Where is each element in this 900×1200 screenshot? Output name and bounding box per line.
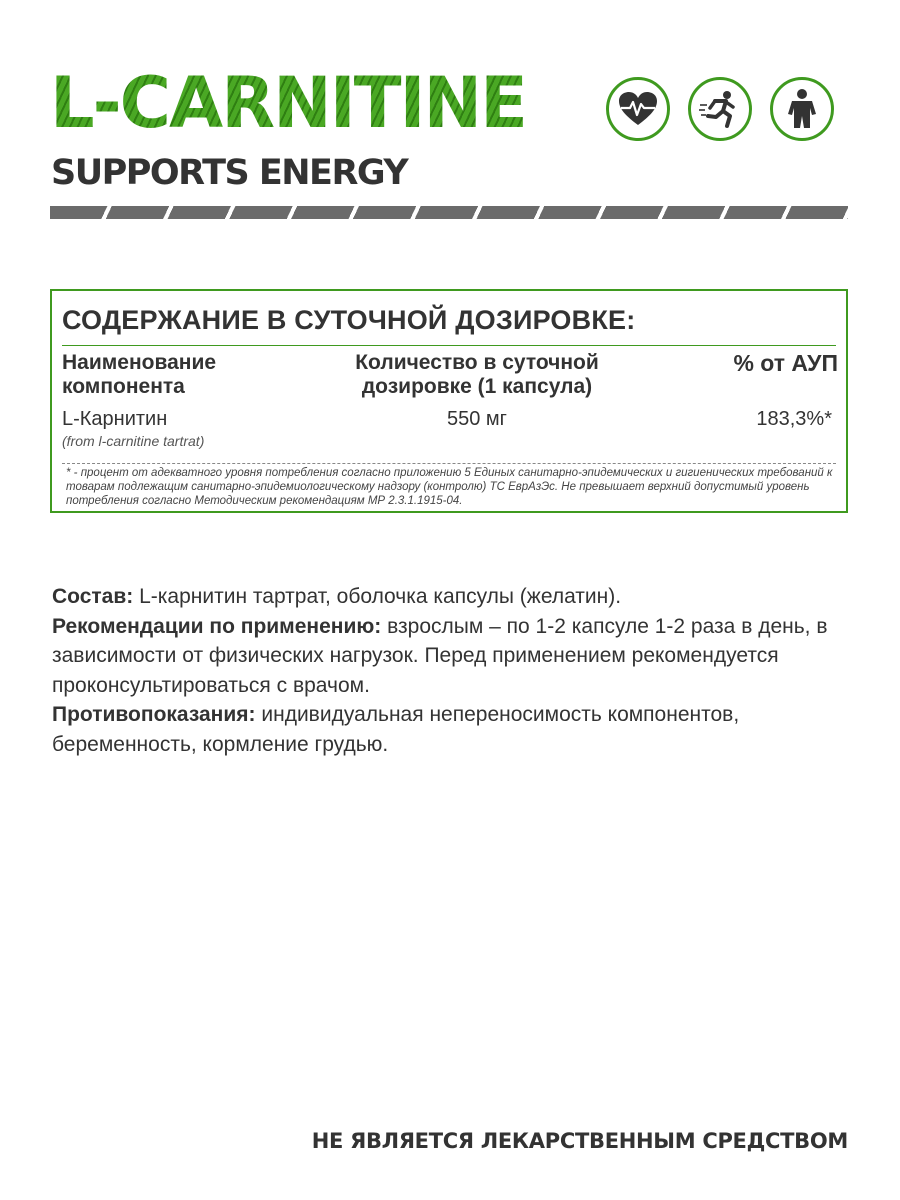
usage-label: Рекомендации по применению: [52, 614, 382, 638]
ingredient-percent: 183,3%* [756, 408, 832, 430]
usage-text: взрослым – по 1-2 капсуле 1-2 раза в день, в зависимости от физических нагрузок. Перед применением рекомендуется проконсультироваться с врачом. [52, 614, 828, 697]
body-silhouette-icon [770, 77, 834, 141]
column-header-name: Наименование компонента [62, 351, 217, 398]
contraindications-label: Противопоказания: [52, 703, 256, 726]
nutrition-heading: СОДЕРЖАНИЕ В СУТОЧНОЙ ДОЗИРОВКЕ: [62, 305, 636, 335]
contraindications-text: индивидуальная непереносимость компонентов, беременность, кормление грудью. [52, 703, 740, 756]
product-subtitle: SUPPORTS ENERGY [51, 153, 408, 193]
benefit-icons [606, 77, 834, 141]
decorative-stripe [50, 206, 848, 219]
composition-paragraph [52, 582, 852, 612]
product-title: L-CARNITINE [50, 62, 526, 144]
heart-pulse-icon [606, 77, 670, 141]
heading-divider [62, 345, 836, 346]
disclaimer: НЕ ЯВЛЯЕТСЯ ЛЕКАРСТВЕННЫМ СРЕДСТВОМ [311, 1129, 848, 1153]
ingredient-amount: 550 мг [447, 408, 507, 430]
ingredient-source: (from l-carnitine tartrat) [62, 433, 205, 449]
footnote: * - процент от адекватного уровня потребления согласно приложению 5 Единых санитарно-эпидемических и гигиенических требований к товарам подлежащим санитарно-эпидемиологическому надзору (контролю) ТС ЕврАзЭс. Не превышает верхний допустимый уровень потребления согласно Методическим рекомендациям МР 2.3.1.1915-04. [66, 467, 833, 507]
product-info [52, 582, 852, 759]
nutrition-panel [50, 289, 848, 513]
composition-label: Состав: [52, 585, 134, 608]
column-header-amount: Количество в суточной дозировке (1 капсула) [355, 351, 599, 398]
runner-icon [688, 77, 752, 141]
composition-text: L-карнитин тартрат, оболочка капсулы (желатин). [133, 585, 622, 608]
ingredient-name: L-Карнитин [62, 408, 168, 430]
footnote-divider [62, 463, 836, 464]
usage-paragraph [52, 612, 852, 701]
contraindications-paragraph [52, 700, 852, 759]
column-header-percent: % от АУП [733, 350, 838, 376]
